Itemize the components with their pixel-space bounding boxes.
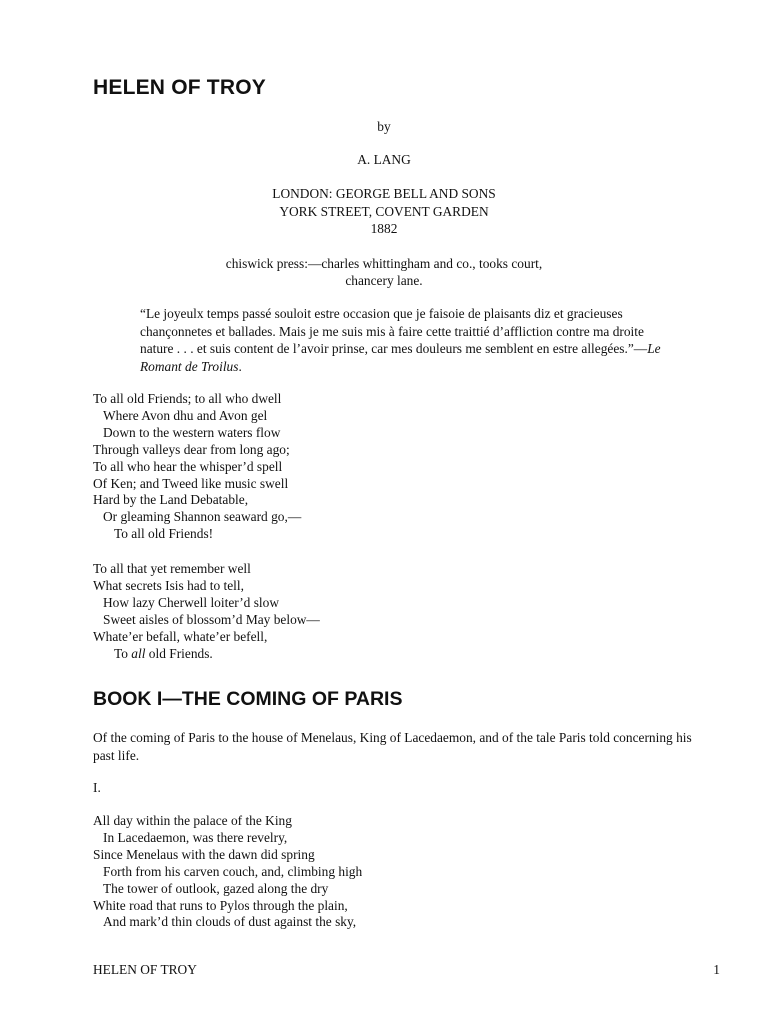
author-name: A. LANG bbox=[357, 152, 411, 167]
verse-emphasis: all bbox=[131, 645, 146, 661]
epigraph-text: “Le joyeulx temps passé souloit estre occasion que je faisoie de plaisants diz et gracieuses chançonnetes et ballades. Mais je me suis mis à faire cette traittié d’affliction contre ma droite nature . . . et suis content de l’avoir prinse, car mes douleurs me semblent en estre allegées.”— bbox=[140, 306, 648, 356]
verse-line: To all that yet remember well bbox=[93, 561, 251, 576]
verse-line: Of Ken; and Tweed like music swell bbox=[93, 475, 289, 491]
book-verse bbox=[93, 813, 362, 931]
dedication-stanza-1 bbox=[93, 391, 301, 543]
verse-line: White road that runs to Pylos through the plain, bbox=[93, 897, 348, 913]
verse-line: How lazy Cherwell loiter’d slow bbox=[103, 594, 280, 610]
verse-line: To all old Friends; to all who dwell bbox=[93, 391, 282, 406]
verse-fragment: old Friends. bbox=[145, 645, 213, 661]
footer-running-title: HELEN OF TROY bbox=[93, 962, 197, 977]
canto-numeral: I. bbox=[93, 780, 101, 795]
verse-line: Through valleys dear from long ago; bbox=[93, 441, 290, 457]
verse-line: In Lacedaemon, was there revelry, bbox=[103, 829, 288, 845]
press-line-1: chiswick press:—charles whittingham and co., tooks court, bbox=[225, 256, 543, 271]
press-line-2: chancery lane. bbox=[345, 273, 423, 288]
verse-line: To all old Friends! bbox=[114, 526, 214, 542]
epigraph-end: . bbox=[238, 358, 242, 374]
book-argument: Of the coming of Paris to the house of Menelaus, King of Lacedaemon, and of the tale Paris told concerning his past life. bbox=[93, 730, 692, 763]
verse-line: Sweet aisles of blossom’d May below— bbox=[103, 611, 320, 627]
verse-line: The tower of outlook, gazed along the dry bbox=[103, 880, 329, 896]
document-title: HELEN OF TROY bbox=[93, 76, 266, 99]
dedication-stanza-2 bbox=[93, 561, 320, 662]
verse-line: What secrets Isis had to tell, bbox=[93, 577, 244, 593]
verse-line: Where Avon dhu and Avon gel bbox=[103, 407, 268, 423]
verse-line: Down to the western waters flow bbox=[103, 424, 281, 440]
verse-fragment: To bbox=[114, 645, 132, 661]
verse-line-last bbox=[93, 646, 320, 663]
epigraph bbox=[140, 305, 680, 375]
verse-line: Hard by the Land Debatable, bbox=[93, 492, 249, 508]
epigraph-source: Le Romant de Troilus bbox=[140, 341, 661, 374]
book-heading: BOOK I—THE COMING OF PARIS bbox=[93, 688, 403, 710]
verse-line: Or gleaming Shannon seaward go,— bbox=[103, 509, 302, 525]
publisher-line-2: YORK STREET, COVENT GARDEN bbox=[279, 204, 489, 219]
publication-year: 1882 bbox=[370, 221, 398, 236]
verse-line: Since Menelaus with the dawn did spring bbox=[93, 846, 315, 862]
verse-line: And mark’d thin clouds of dust against the sky, bbox=[103, 914, 357, 930]
page-number: 1 bbox=[713, 962, 720, 977]
verse-line: Whate’er befall, whate’er befell, bbox=[93, 628, 268, 644]
by-line: by bbox=[377, 119, 391, 134]
verse-line: To all who hear the whisper’d spell bbox=[93, 458, 283, 474]
verse-line: All day within the palace of the King bbox=[93, 813, 292, 828]
verse-line: Forth from his carven couch, and, climbing high bbox=[103, 863, 363, 879]
publisher-line-1: LONDON: GEORGE BELL AND SONS bbox=[272, 186, 496, 201]
